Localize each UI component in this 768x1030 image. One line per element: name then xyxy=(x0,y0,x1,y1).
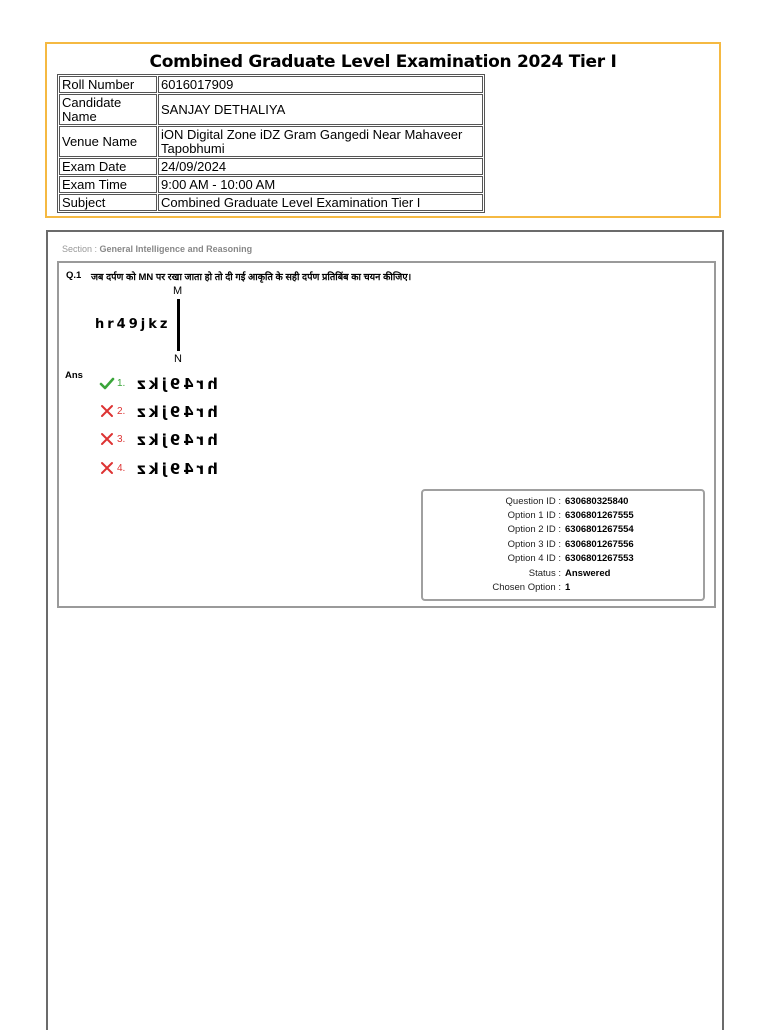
option-3-id-label: Option 3 ID : xyxy=(507,539,561,550)
table-row xyxy=(59,76,483,93)
mirror-label-n: N xyxy=(174,353,182,365)
question-text: जब दर्पण को MN पर रखा जाता हो तो दी गई आकृति के सही दर्पण प्रतिबिंब का चयन कीजिए। xyxy=(91,272,412,283)
option-1-id-value: 6306801267555 xyxy=(565,510,634,521)
exam-time-value: 9:00 AM - 10:00 AM xyxy=(158,176,483,193)
option-4-id-row xyxy=(423,553,703,567)
option-image: hr49jkz xyxy=(134,375,218,393)
option-1-id-label: Option 1 ID : xyxy=(507,510,561,521)
question-figure xyxy=(95,285,235,365)
option-image: hr49jkz xyxy=(134,403,218,421)
roll-number-label: Roll Number xyxy=(59,76,157,93)
mirror-line xyxy=(177,299,180,351)
table-row xyxy=(59,126,483,157)
option-image: hr49jkz xyxy=(134,460,218,478)
table-row xyxy=(59,158,483,175)
candidate-name-value: SANJAY DETHALIYA xyxy=(158,94,483,125)
table-row xyxy=(59,94,483,125)
exam-date-label: Exam Date xyxy=(59,158,157,175)
status-row xyxy=(423,568,703,582)
option-number: 3. xyxy=(117,434,126,445)
chosen-option-value: 1 xyxy=(565,582,571,593)
roll-number-value: 6016017909 xyxy=(158,76,483,93)
option-2-id-label: Option 2 ID : xyxy=(507,524,561,535)
question-id-value: 630680325840 xyxy=(565,496,629,507)
subject-value: Combined Graduate Level Examination Tier I xyxy=(158,194,483,211)
option-3-id-value: 6306801267556 xyxy=(565,539,634,550)
exam-time-label: Exam Time xyxy=(59,176,157,193)
option-2-id-row xyxy=(423,524,703,538)
chosen-option-label: Chosen Option : xyxy=(492,582,561,593)
section-prefix: Section : xyxy=(62,244,100,254)
section-name: General Intelligence and Reasoning xyxy=(99,244,253,254)
option-image: hr49jkz xyxy=(134,431,218,449)
exam-header xyxy=(45,42,721,218)
venue-name-value: iON Digital Zone iDZ Gram Gangedi Near Mahaveer Tapobhumi xyxy=(158,126,483,157)
question-box xyxy=(57,261,716,608)
exam-title: Combined Graduate Level Examination 2024 Tier I xyxy=(149,52,617,72)
question-meta xyxy=(421,489,705,601)
table-row xyxy=(59,176,483,193)
exam-date-value: 24/09/2024 xyxy=(158,158,483,175)
option-4-id-label: Option 4 ID : xyxy=(507,553,561,564)
table-row xyxy=(59,194,483,211)
venue-name-label: Venue Name xyxy=(59,126,157,157)
section-label xyxy=(62,244,252,254)
option-4-id-value: 6306801267553 xyxy=(565,553,634,564)
option-number: 2. xyxy=(117,406,126,417)
option-2-id-value: 6306801267554 xyxy=(565,524,634,535)
option-number: 1. xyxy=(117,378,126,389)
chosen-option-row xyxy=(423,582,703,596)
subject-label: Subject xyxy=(59,194,157,211)
question-panel xyxy=(46,230,724,1030)
figure-word: hr49jkz xyxy=(95,317,171,332)
question-id-row xyxy=(423,496,703,510)
question-id-label: Question ID : xyxy=(505,496,561,507)
mirror-label-m: M xyxy=(173,285,183,297)
question-number: Q.1 xyxy=(66,270,82,281)
option-3-id-row xyxy=(423,539,703,553)
option-number: 4. xyxy=(117,463,126,474)
answer-label: Ans xyxy=(65,370,83,381)
status-label: Status : xyxy=(528,568,561,579)
option-1-id-row xyxy=(423,510,703,524)
candidate-info-table xyxy=(57,74,485,213)
status-value: Answered xyxy=(565,568,611,579)
candidate-name-label: Candidate Name xyxy=(59,94,157,125)
